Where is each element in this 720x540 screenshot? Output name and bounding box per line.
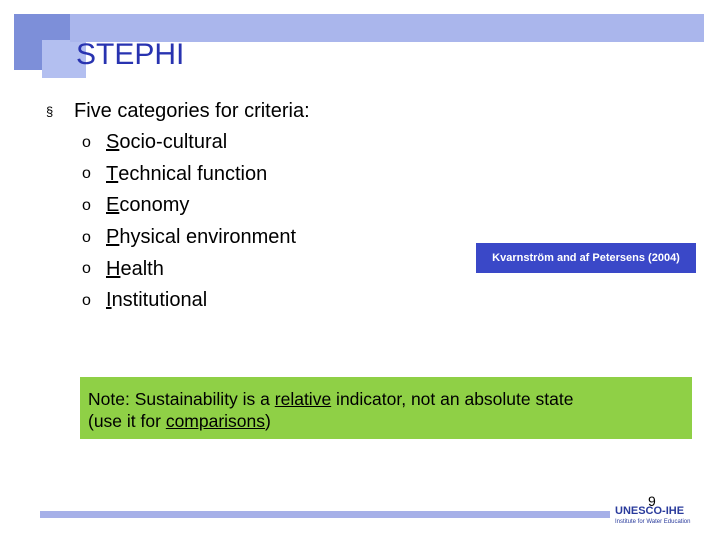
note-relative: relative: [274, 389, 332, 409]
category-text: ealth: [120, 257, 164, 280]
main-bullet-text: Five categories for criteria:: [74, 99, 310, 122]
note-comparisons: comparisons: [165, 411, 266, 431]
circle-bullet-icon: o: [82, 228, 91, 246]
category-item: [82, 159, 466, 191]
category-text: echnical function: [118, 162, 268, 185]
note-text: (use it for: [88, 411, 166, 431]
circle-bullet-icon: o: [82, 260, 91, 278]
category-initial: E: [106, 194, 120, 217]
category-item: [82, 285, 466, 317]
note-text: indicator, not an absolute state: [331, 389, 574, 409]
category-initial: S: [106, 131, 120, 154]
category-initial: I: [106, 289, 112, 312]
category-list: [82, 127, 466, 317]
note-text: Note: Sustainability is a: [88, 389, 275, 409]
category-item: [82, 127, 466, 159]
category-initial: H: [106, 257, 121, 280]
circle-bullet-icon: o: [82, 291, 91, 309]
citation-text: Kvarnström and af Petersens (2004): [492, 252, 680, 264]
circle-bullet-icon: o: [82, 196, 91, 214]
category-text: nstitutional: [111, 289, 208, 312]
note-line-1: [88, 388, 684, 410]
main-bullet: [46, 95, 466, 127]
slide-title: STEPHI: [76, 38, 185, 71]
category-item: [82, 222, 466, 254]
page-number: 9: [648, 493, 656, 509]
category-text: ocio-cultural: [119, 131, 228, 154]
bullet-list: [46, 95, 466, 317]
citation-box: [476, 243, 696, 273]
circle-bullet-icon: o: [82, 133, 91, 151]
note-box: [80, 377, 692, 439]
category-item: [82, 253, 466, 285]
logo-subtitle: Institute for Water Education: [615, 519, 691, 525]
circle-bullet-icon: o: [82, 165, 91, 183]
footer-bar: [40, 511, 610, 518]
category-text: conomy: [119, 194, 190, 217]
square-bullet-icon: §: [46, 103, 54, 119]
logo-name: UNESCO-IHE: [615, 505, 685, 517]
category-text: hysical environment: [119, 226, 297, 249]
category-item: [82, 190, 466, 222]
note-line-2: [88, 410, 684, 432]
category-initial: T: [106, 162, 119, 185]
unesco-ihe-logo: [615, 505, 705, 533]
note-text: ): [265, 411, 271, 431]
category-initial: P: [106, 226, 120, 249]
